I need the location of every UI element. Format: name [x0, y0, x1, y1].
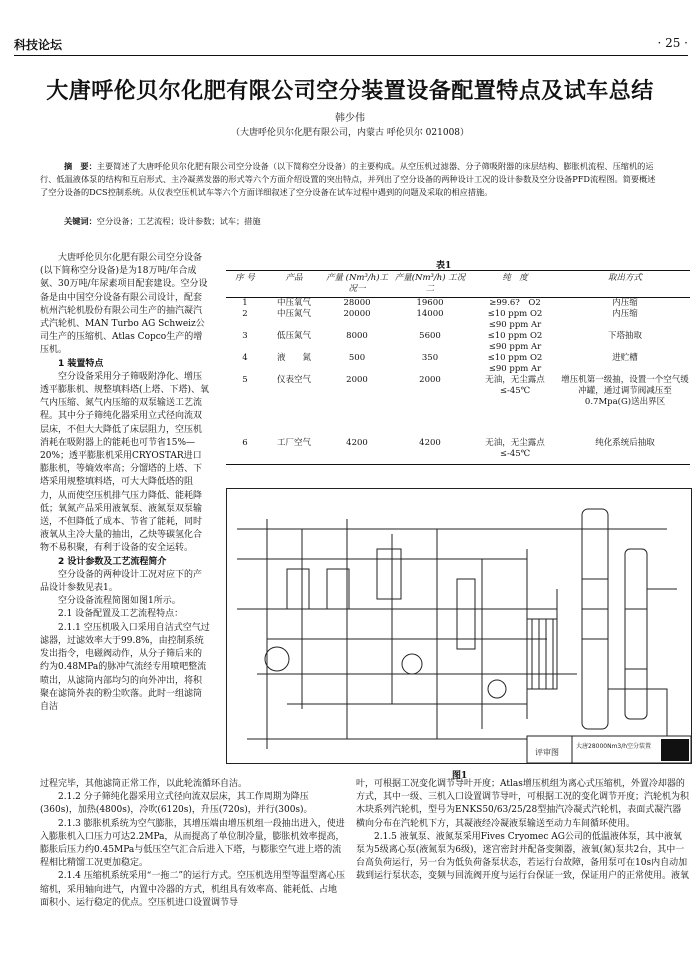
- table-cell-purity: ≤90 ppm Ar: [488, 364, 542, 374]
- table-cell-no: 6: [242, 438, 248, 448]
- table-cell-product: 中压氮气: [276, 309, 311, 319]
- figure-legend-right: 大唐28000Nm3/h空分装置: [576, 743, 652, 750]
- table-row: [226, 375, 690, 430]
- table-row: [226, 298, 690, 310]
- paragraph-cont: 过程完毕，其他滤筒正常工作，以此轮流循环自洁。: [40, 779, 248, 789]
- table-caption: 表1: [436, 261, 452, 271]
- table-cell-product: 液 氮: [276, 353, 311, 363]
- paragraph-2-1: 2.1 设备配置及工艺流程特点：: [58, 609, 184, 620]
- table-cell-q1: 28000: [343, 298, 371, 308]
- table-cell-method: 进贮槽: [612, 353, 638, 363]
- figure-1-pfd: [226, 488, 692, 764]
- section-heading-2: 2 设计参数及工艺流程简介: [58, 556, 167, 567]
- keywords: [40, 216, 660, 227]
- table-cell-method: [560, 364, 690, 375]
- table-cell-purity: ≤10 ppm O2: [487, 331, 543, 341]
- paragraph-design: 空分设备的两种设计工况对应下的产品设计参数见表1。: [40, 569, 203, 594]
- table-cell-product: [264, 342, 324, 353]
- table-header-no: 序 号: [235, 273, 255, 283]
- paragraph-2-1-1: 2.1.1 空压机吸入口采用自洁式空气过滤器，过滤效率大于99.8%，由控制系统发出指令，电磁阀动作，从分子筛后来的约为0.48MPa的脉冲气流经专用喷吧整流喷出，从滤筒内部均匀的向外冲出，将积聚在滤筒外表的粉尘吹落。此时一组滤筒自洁: [40, 622, 210, 712]
- paragraph-flow: 空分设备流程简图如图1所示。: [58, 596, 181, 607]
- table-cell-q2: 19600: [416, 298, 444, 308]
- table-cell-q1: 8000: [346, 331, 368, 341]
- bottom-right-column: [356, 778, 690, 884]
- paragraph-cont-right: 叶，可根据工况变化调节导叶开度；Atlas增压机组为离心式压缩机，外置冷却器的方式，其中一级、三机入口设置调节导叶，可根据工况的变化调节开度；汽轮机为积木块系列汽轮机，型号为ENKS50/63/25/28型抽汽冷凝式汽轮机，表面式凝汽器横向分布在汽轮机下方，其凝液经冷凝液泵输送至动力车间循环使用。: [356, 779, 690, 829]
- table-row: [226, 430, 690, 465]
- abstract-label: 摘 要：: [64, 161, 97, 171]
- table-row: [226, 342, 690, 353]
- table-row: [226, 364, 690, 375]
- author: 韩少伟: [335, 113, 365, 124]
- table-cell-q1: 500: [348, 353, 366, 363]
- table-cell-q2: 350: [421, 353, 439, 363]
- header-rule: [14, 55, 688, 56]
- figure-caption: 图1: [452, 771, 468, 781]
- table-cell-q1: [324, 320, 390, 331]
- table-cell-no: [226, 320, 264, 331]
- affiliation: （大唐呼伦贝尔化肥有限公司，内蒙古 呼伦贝尔 021008）: [230, 128, 470, 138]
- table-cell-no: 2: [242, 309, 248, 319]
- table-cell-purity: ≥99.6? O2: [489, 298, 541, 308]
- table-cell-no: 4: [242, 353, 248, 363]
- table-cell-product: [264, 320, 324, 331]
- table-cell-q2: 14000: [416, 309, 444, 319]
- table-header-row: [226, 271, 690, 298]
- pfd-diagram: [227, 489, 691, 763]
- table-cell-q2: [390, 364, 470, 375]
- table-cell-q1: [324, 342, 390, 353]
- table-header-product: 产品: [285, 273, 303, 283]
- table-header-method: 取出方式: [607, 273, 642, 283]
- table-cell-method: [560, 320, 690, 331]
- paragraph-2-1-4: 2.1.4 压缩机系统采用“一拖二”的运行方式。空压机选用型等温型离心压缩机，采用轴向进气，内置中冷器的方式，机组具有效率高、能耗低、占地面积小、运行稳定的优点。空压机进口设置调节导: [40, 871, 345, 908]
- section-heading-1: 1 装置特点: [58, 358, 104, 369]
- table-cell-q1: 2000: [346, 375, 368, 385]
- table-cell-method: 内压缩: [612, 309, 638, 319]
- table-row: [226, 320, 690, 331]
- table-cell-no: [226, 364, 264, 375]
- table-cell-q1: [324, 364, 390, 375]
- table-cell-no: 3: [242, 331, 248, 341]
- left-column: [40, 252, 210, 714]
- table-header-q2: 产量(Nm³/h) 工况二: [394, 273, 466, 294]
- table-cell-purity: ≤10 ppm O2: [487, 353, 543, 363]
- table-cell-product: 低压氮气: [276, 331, 311, 341]
- table-row: [226, 331, 690, 342]
- paper-title: 大唐呼伦贝尔化肥有限公司空分装置设备配置特点及试车总结: [46, 78, 654, 104]
- table-cell-method: 下塔抽取: [607, 331, 642, 341]
- keywords-text: 空分设备；工艺流程；设计参数；试车；措施: [96, 216, 261, 226]
- page-number: · 25 ·: [657, 36, 688, 50]
- table-cell-q2: 5600: [419, 331, 441, 341]
- table-cell-no: 5: [242, 375, 248, 385]
- paragraph-features: 空分设备采用分子筛吸附净化、增压透平膨胀机、规整填料塔(上塔、下塔)、氧气内压缩、氮气内压缩的双泵输送工艺流程。其中分子筛纯化器采用立式径向流双层床，不但大大降低了床层阻力，空压机消耗在吸附器上的能耗也可节省15%—20%；透平膨胀机采用CRYOSTAR进口膨胀机，等熵效率高；分馏塔的上塔、下塔采用规整填料塔，可大大降低塔的阻力，从而使空压机排气压力降低、能耗降低；氧氮产品采用液氧泵、液氮泵双泵输送，不但降低了成本、节省了能耗，同时液氧从主冷大量的抽出，乙炔等碳氢化合物不易积聚，有利于设备的安全运转。: [40, 371, 210, 554]
- table-cell-no: 1: [242, 298, 248, 308]
- table-cell-method: 纯化系统后抽取: [595, 438, 655, 448]
- table-cell-q1: 4200: [346, 438, 368, 448]
- table-cell-q1: 20000: [343, 309, 371, 319]
- table-cell-purity: 无油，无尘露点≤-45℃: [485, 438, 545, 459]
- paragraph-2-1-2: 2.1.2 分子筛纯化器采用立式径向流双层床，其工作周期为降压(360s)，加热(4800s)，冷吹(6120s)，升压(720s)，并行(300s)。: [40, 792, 313, 816]
- table-row: [226, 353, 690, 364]
- bottom-left-column: [40, 778, 345, 910]
- table-cell-purity: ≤90 ppm Ar: [488, 320, 542, 330]
- figure-legend-left: 评审图: [535, 748, 559, 757]
- table-cell-purity: ≤90 ppm Ar: [488, 342, 542, 352]
- table-cell-product: [264, 364, 324, 375]
- abstract-text: 主要简述了大唐呼伦贝尔化肥有限公司空分设备（以下简称空分设备）的主要构成。从空压机过滤器、分子筛吸附器的床层结构、膨胀机流程、压缩机的运行、低温液体泵的结构和互启形式、主冷凝蒸发器的形式等六个方面介绍设置的突出特点，并列出了空分设备的两种设计工况的设计参数及空分设备PFD流程图。简要概述了空分设备的DCS控制系统。从仪表空压机试车等六个方面详细叙述了空分设备在试车过程中遇到的问题及采取的相应措施。: [40, 161, 656, 197]
- table-header-q1: 产量 (Nm³/h)工况一: [325, 273, 389, 294]
- table-cell-no: [226, 342, 264, 353]
- intro-paragraph: 大唐呼伦贝尔化肥有限公司空分设备(以下简称空分设备)是为18万吨/年合成氨、30万吨/年尿素项目配套建设。空分设备是由中国空分设备有限公司设计，配套杭州汽轮机股份有限公司生产的抽汽凝汽式汽轮机、MAN Turbo AG Schweiz公司生产的压缩机、Atlas Copco生产的增压机。: [40, 253, 208, 356]
- table-row: [226, 309, 690, 320]
- table-cell-method: 增压机第一级抽，设置一个空气缓冲罐，通过调节阀减压至0.7Mpa(G)送出界区: [561, 375, 689, 407]
- paragraph-2-1-3: 2.1.3 膨胀机系统为空气膨胀，其增压端由增压机组一段抽出进入，使进入膨胀机入口压力可达2.2MPa，从而提高了单位制冷量，膨胀机效率提高，膨胀后压力约0.45MPa与低压空气汇合后进入下塔，与膨胀空气进上塔的流程相比精馏工况更加稳定。: [40, 818, 345, 869]
- table-1: [226, 270, 690, 465]
- table-cell-product: 中压氧气: [276, 298, 311, 308]
- table-cell-method: 内压缩: [612, 298, 638, 308]
- journal-section: 科技论坛: [14, 38, 63, 52]
- table-cell-q2: 4200: [419, 438, 441, 448]
- table-cell-purity: 无油，无尘露点≤-45℃: [485, 375, 545, 396]
- table-cell-q2: 2000: [419, 375, 441, 385]
- keywords-label: 关键词：: [64, 216, 97, 226]
- table-cell-product: 工厂空气: [276, 438, 311, 448]
- abstract: [40, 160, 660, 199]
- paragraph-2-1-5: 2.1.5 液氧泵、液氮泵采用Fives Cryomec AG公司的低温液体泵，其中液氧泵为5级离心泵(液氮泵为6级)，迷宫密封并配备变频器，液氧(氮)泵共2台，其中一台高负荷运行，另一台为低负荷备泵状态，若运行台故障，备用泵可在10s内自动加载到运行泵状态，变频与回流阀开度与运行台保证一致，保证用户的正常使用。液氧: [356, 831, 690, 882]
- table-header-purity: 纯 度: [502, 273, 528, 283]
- table-cell-method: [560, 342, 690, 353]
- table-cell-q2: [390, 342, 470, 353]
- table-cell-q2: [390, 320, 470, 331]
- table-cell-purity: ≤10 ppm O2: [487, 309, 543, 319]
- table-cell-product: 仪表空气: [276, 375, 311, 385]
